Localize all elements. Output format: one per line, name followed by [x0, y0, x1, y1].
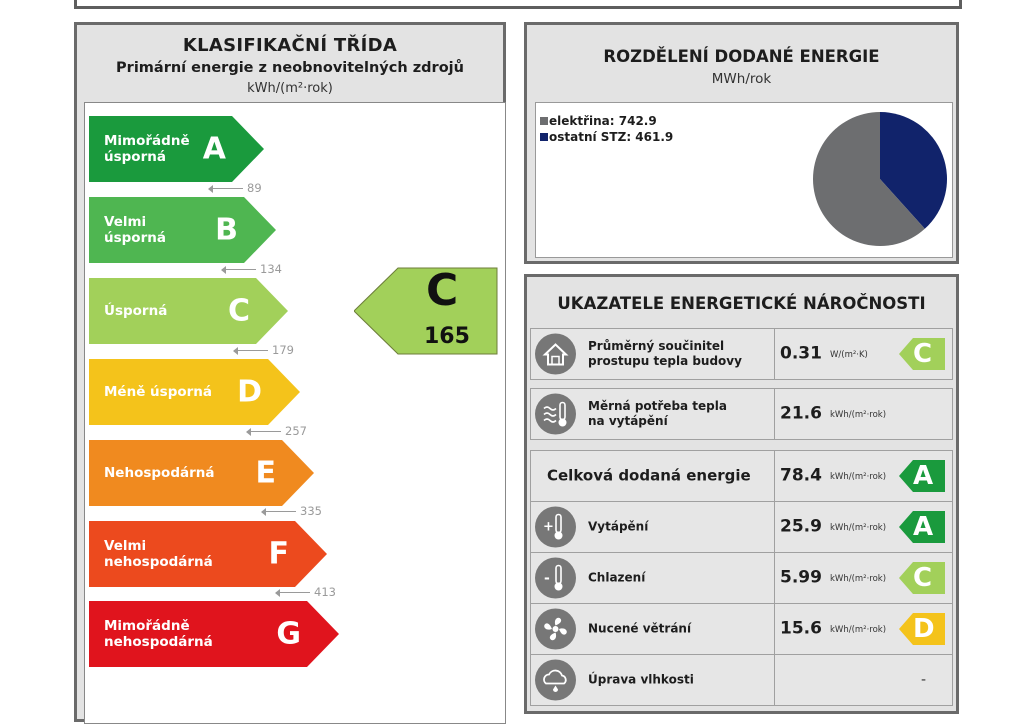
- class-badge-c: C: [899, 338, 945, 370]
- energy-distribution-panel: [524, 22, 959, 264]
- energy-class-letter: A: [202, 131, 226, 167]
- indicator-row-humidity: [530, 654, 953, 706]
- class-badge-c: C: [899, 562, 945, 594]
- indicator-unit: kWh/(m²·rok): [830, 472, 887, 482]
- class-threshold: 134: [222, 262, 282, 276]
- energy-class-letter: C: [227, 293, 250, 329]
- house-icon: [535, 334, 576, 375]
- class-badge-a: A: [899, 460, 945, 492]
- indicator-row-u-value: [530, 328, 953, 380]
- indicator-label: Chlazení: [588, 570, 646, 585]
- energy-class-name: Velmi nehospodárná: [104, 538, 213, 570]
- energy-class-name: Úsporná: [104, 303, 168, 319]
- energy-class-name: Nehospodárná: [104, 465, 215, 481]
- indicator-unit: kWh/(m²·rok): [830, 523, 887, 533]
- cloud-humidity-icon: [535, 660, 576, 701]
- energy-class-letter: D: [237, 374, 262, 410]
- energy-class-letter: G: [276, 616, 301, 652]
- indicator-label: Měrná potřeba tepla na vytápění: [588, 399, 727, 428]
- indicator-unit: kWh/(m²·rok): [830, 625, 887, 635]
- indicator-value: 21.6: [780, 403, 822, 424]
- energy-class-letter: E: [255, 455, 276, 491]
- energy-class-e: [89, 440, 314, 506]
- class-badge-a: A: [899, 511, 945, 543]
- classification-subtitle: Primární energie z neobnovitelných zdrojů: [116, 60, 464, 76]
- indicator-label: Průměrný součinitel prostupu tepla budovy: [588, 339, 742, 368]
- legend-item-ostatni: ostatní STZ: 461.9: [540, 130, 673, 144]
- distribution-pie-chart: [812, 111, 948, 247]
- indicator-row-ventilation: [530, 603, 953, 655]
- energy-class-g: [89, 601, 339, 667]
- class-threshold: 179: [234, 343, 294, 357]
- indicator-label: Úprava vlhkosti: [588, 672, 694, 687]
- indicator-unit: W/(m²·K): [830, 350, 868, 360]
- indicator-label: Celková dodaná energie: [547, 466, 751, 485]
- heat-thermometer-icon: [535, 394, 576, 435]
- heating-thermometer-icon: [535, 507, 576, 548]
- energy-class-name: Velmi úsporná: [104, 214, 166, 246]
- legend-item-elektrina: elektřina: 742.9: [540, 114, 657, 128]
- energy-class-a: [89, 116, 264, 182]
- indicator-value: -: [921, 672, 927, 688]
- indicator-value: 0.31: [780, 343, 822, 364]
- classification-unit: kWh/(m²·rok): [247, 81, 333, 96]
- cooling-thermometer-icon: [535, 558, 576, 599]
- energy-class-c: [89, 278, 288, 344]
- indicator-row-total-energy: [530, 450, 953, 502]
- energy-class-f: [89, 521, 327, 587]
- energy-class-b: [89, 197, 276, 263]
- energy-class-letter: F: [268, 536, 289, 572]
- class-threshold: 89: [209, 181, 262, 195]
- indicator-label: Vytápění: [588, 519, 649, 534]
- energy-class-name: Méně úsporná: [104, 384, 213, 400]
- distribution-chart-area: [535, 102, 953, 258]
- class-threshold: 413: [276, 585, 336, 599]
- indicator-row-cooling: [530, 552, 953, 604]
- indicator-value: 5.99: [780, 567, 822, 588]
- class-threshold: 335: [262, 504, 322, 518]
- current-class-value: 165: [424, 324, 470, 349]
- distribution-title: ROZDĚLENÍ DODANÉ ENERGIE: [603, 47, 880, 66]
- indicator-unit: kWh/(m²·rok): [830, 574, 887, 584]
- current-class-letter: C: [426, 265, 459, 316]
- energy-class-d: [89, 359, 300, 425]
- indicator-unit: kWh/(m²·rok): [830, 410, 887, 420]
- indicator-value: 15.6: [780, 618, 822, 639]
- fan-icon: [535, 609, 576, 650]
- class-badge-d: D: [899, 613, 945, 645]
- top-frame: [74, 0, 962, 9]
- energy-class-letter: B: [215, 212, 238, 248]
- class-threshold: 257: [247, 424, 307, 438]
- classification-title: KLASIFIKAČNÍ TŘÍDA: [182, 35, 398, 56]
- indicator-value: 25.9: [780, 516, 822, 537]
- indicator-row-heat-demand: [530, 388, 953, 440]
- svg-text:-: -: [544, 570, 550, 587]
- indicator-label: Nucené větrání: [588, 621, 692, 636]
- indicator-row-heating: [530, 501, 953, 553]
- distribution-unit: MWh/rok: [711, 71, 772, 87]
- svg-text:+: +: [543, 519, 554, 535]
- indicators-title: UKAZATELE ENERGETICKÉ NÁROČNOSTI: [557, 294, 926, 313]
- indicator-value: 78.4: [780, 465, 822, 486]
- current-class-indicator: [354, 267, 498, 355]
- energy-class-name: Mimořádně úsporná: [104, 133, 190, 165]
- energy-class-name: Mimořádně nehospodárná: [104, 618, 213, 650]
